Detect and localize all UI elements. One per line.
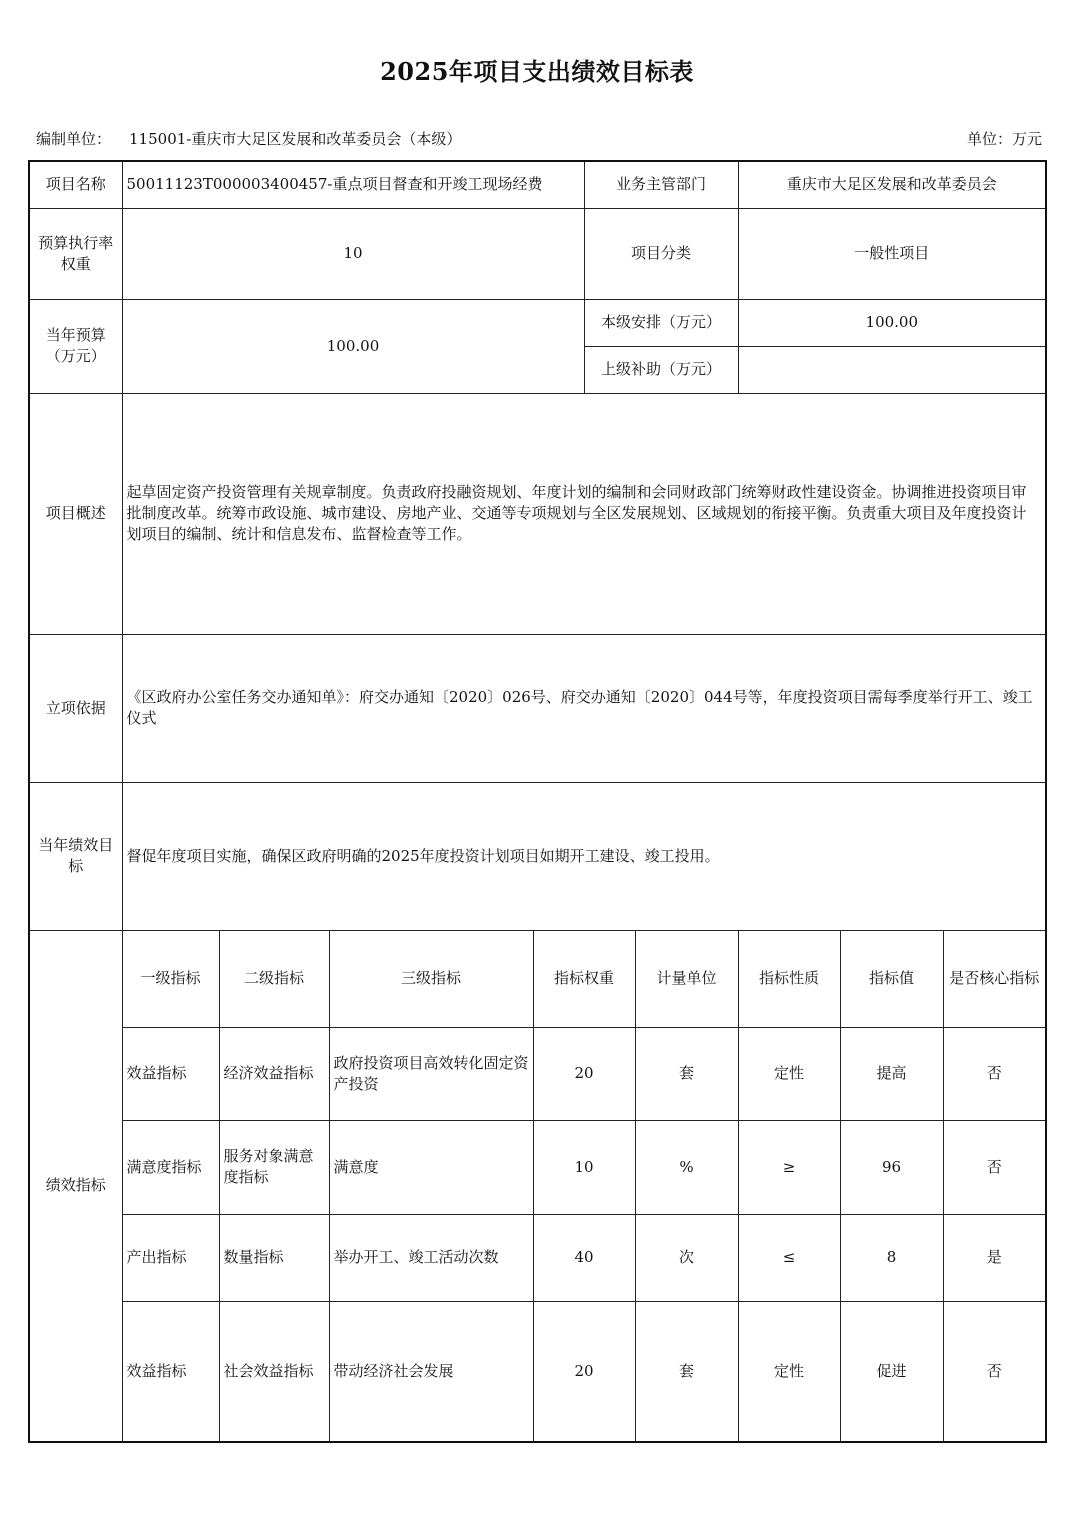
table-row <box>29 1301 1046 1442</box>
row-goal <box>29 782 1046 930</box>
category-value: 一般性项目 <box>738 208 1046 299</box>
row1-level1: 满意度指标 <box>122 1120 219 1214</box>
row2-core: 是 <box>943 1214 1046 1301</box>
goal-value: 督促年度项目实施，确保区政府明确的2025年度投资计划项目如期开工建设、竣工投用。 <box>122 782 1046 930</box>
compiling-unit <box>36 128 461 149</box>
header-level1: 一级指标 <box>122 930 219 1027</box>
row3-level2: 社会效益指标 <box>219 1301 329 1442</box>
row-basis <box>29 634 1046 782</box>
header-nature: 指标性质 <box>738 930 840 1027</box>
dept-label: 业务主管部门 <box>584 161 738 208</box>
row0-core: 否 <box>943 1027 1046 1120</box>
header-level2: 二级指标 <box>219 930 329 1027</box>
header-core: 是否核心指标 <box>943 930 1046 1027</box>
indicators-section-label: 绩效指标 <box>29 930 122 1442</box>
superior-label: 上级补助（万元） <box>584 346 738 393</box>
row1-unit: % <box>635 1120 738 1214</box>
row-project-name <box>29 161 1046 208</box>
row3-core: 否 <box>943 1301 1046 1442</box>
row-weight <box>29 208 1046 299</box>
row3-level3: 带动经济社会发展 <box>329 1301 533 1442</box>
row1-weight: 10 <box>533 1120 635 1214</box>
header-unit: 计量单位 <box>635 930 738 1027</box>
overview-value: 起草固定资产投资管理有关规章制度。负责政府投融资规划、年度计划的编制和会同财政部门统筹财政性建设资金。协调推进投资项目审批制度改革。统筹市政设施、城市建设、房地产业、交通等专项规划与全区发展规划、区域规划的衔接平衡。负责重大项目及年度投资计划项目的编制、统计和信息发布、监督检查等工作。 <box>122 393 1046 634</box>
header-value: 指标值 <box>840 930 943 1027</box>
row1-level2: 服务对象满意度指标 <box>219 1120 329 1214</box>
performance-target-table <box>28 160 1047 1443</box>
project-name-value: 50011123T000003400457-重点项目督查和开竣工现场经费 <box>122 161 584 208</box>
table-row <box>29 1120 1046 1214</box>
compiling-unit-label: 编制单位： <box>36 130 112 148</box>
page-title: 2025年项目支出绩效目标表 <box>380 57 694 86</box>
budget-value: 100.00 <box>122 299 584 393</box>
row0-unit: 套 <box>635 1027 738 1120</box>
budget-label: 当年预算（万元） <box>29 299 122 393</box>
row1-value: 96 <box>840 1120 943 1214</box>
basis-value: 《区政府办公室任务交办通知单》：府交办通知〔2020〕026号、府交办通知〔2020〕044号等，年度投资项目需每季度举行开工、竣工仪式 <box>122 634 1046 782</box>
currency-unit: 单位：万元 <box>966 130 1042 148</box>
goal-label: 当年绩效目标 <box>29 782 122 930</box>
row0-value: 提高 <box>840 1027 943 1120</box>
row0-level2: 经济效益指标 <box>219 1027 329 1120</box>
basis-label: 立项依据 <box>29 634 122 782</box>
table-row <box>29 1027 1046 1120</box>
weight-value: 10 <box>122 208 584 299</box>
local-value: 100.00 <box>738 299 1046 346</box>
row0-weight: 20 <box>533 1027 635 1120</box>
row3-nature: 定性 <box>738 1301 840 1442</box>
row2-value: 8 <box>840 1214 943 1301</box>
row1-nature: ≥ <box>738 1120 840 1214</box>
row2-unit: 次 <box>635 1214 738 1301</box>
row2-weight: 40 <box>533 1214 635 1301</box>
header-level3: 三级指标 <box>329 930 533 1027</box>
row-budget-local <box>29 299 1046 346</box>
project-name-label: 项目名称 <box>29 161 122 208</box>
weight-label: 预算执行率权重 <box>29 208 122 299</box>
row0-nature: 定性 <box>738 1027 840 1120</box>
superior-value <box>738 346 1046 393</box>
dept-value: 重庆市大足区发展和改革委员会 <box>738 161 1046 208</box>
row1-core: 否 <box>943 1120 1046 1214</box>
row0-level3: 政府投资项目高效转化固定资产投资 <box>329 1027 533 1120</box>
row3-unit: 套 <box>635 1301 738 1442</box>
header-weight: 指标权重 <box>533 930 635 1027</box>
overview-label: 项目概述 <box>29 393 122 634</box>
row1-level3: 满意度 <box>329 1120 533 1214</box>
row2-level3: 举办开工、竣工活动次数 <box>329 1214 533 1301</box>
row2-level2: 数量指标 <box>219 1214 329 1301</box>
row2-nature: ≤ <box>738 1214 840 1301</box>
row3-value: 促进 <box>840 1301 943 1442</box>
row3-level1: 效益指标 <box>122 1301 219 1442</box>
category-label: 项目分类 <box>584 208 738 299</box>
local-label: 本级安排（万元） <box>584 299 738 346</box>
compiling-unit-value: 115001-重庆市大足区发展和改革委员会（本级） <box>129 130 462 148</box>
indicator-header-row <box>29 930 1046 1027</box>
row2-level1: 产出指标 <box>122 1214 219 1301</box>
table-row <box>29 1214 1046 1301</box>
row3-weight: 20 <box>533 1301 635 1442</box>
row0-level1: 效益指标 <box>122 1027 219 1120</box>
row-overview <box>29 393 1046 634</box>
